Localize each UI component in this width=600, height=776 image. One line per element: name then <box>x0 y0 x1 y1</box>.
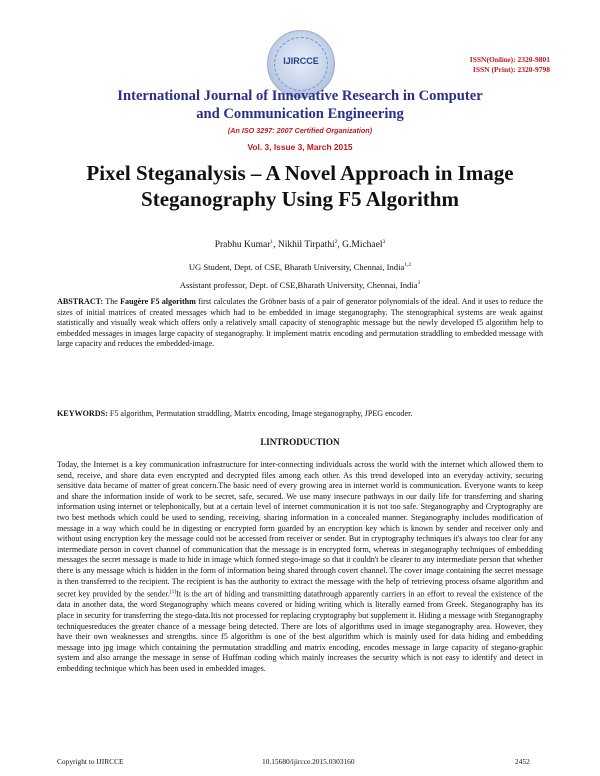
author-name: Nikhil Tirpathi <box>277 240 335 251</box>
introduction-body <box>57 460 543 675</box>
paper-title: Pixel Steganalysis – A Novel Approach in Image Steganography Using F5 Algorithm <box>86 161 514 211</box>
keywords <box>57 409 543 420</box>
affiliation-2 <box>0 280 600 290</box>
issn-online: ISSN(Online): 2320-9801 <box>469 55 550 64</box>
introduction-text-part1: Today, the Internet is a key communication infrastructure for inter-connecting individuals across the world with the internet which allowed them to send, receive, and share data even encrypted and decrypted files among each other. As this trend developed into an everyday activity, securing sensitive data became of matter of great concern.The basic need of every growing area in internet world is communication. Everyone wants to keep and share the information inside of work to be secret, safe, secured. We use many insecure pathways in our daily life for transferring and sharing information using internet or telephonically, but at a certain level of internet communication it is not too safe. Steganography and Cryptography are two best methods which could be used to sending, receiving, sharing information in a concealed manner. Steganography includes modification of message in a way which could be in digesting or encrypted form guarded by an encryption key which is known by sender and receiver only and without using encryption key the message could not be accessed from receiver or sender. But in cryptography techniques it's always too clear for any intermediate person in covert channel of communication that the message is in encrypted form, whereas in steganography techniques of embedding messages the secret message is made to hide in image which formed stego-image so that it couldn't be clearer to any intermediate person that whether there is any message which is hidden in the form of information being shared through covert channel. The cover image containing the secret message is then transferred to the recipient. The recipient is has the authority to extract the message with the help of retrieving process ofsame algorithm and secret key provided by the sender. <box>57 460 543 599</box>
keywords-text: F5 algorithm, Permutation straddling, Matrix encoding, Image steganography, JPEG encoder. <box>109 409 413 418</box>
author-sup: 1 <box>270 239 274 245</box>
abstract <box>57 297 543 350</box>
journal-title <box>0 87 600 123</box>
author-list: Prabhu Kumar$^1$, Nikhil Tirpathi$^2$, G.Michael$^3$ <box>214 239 386 251</box>
issn-print: ISSN (Print): 2320-9798 <box>472 65 550 74</box>
issn-block <box>470 55 550 75</box>
affiliation-1-text: UG Student, Dept. of CSE, Bharath University, Chennai, India <box>188 262 405 272</box>
affiliation-2-sup: 3 <box>417 280 421 287</box>
affiliation-2-text: Assistant professor, Dept. of CSE,Bharath University, Chennai, India <box>179 280 418 290</box>
affiliation-1 <box>0 262 600 272</box>
footer-copyright: Copyright to IJIRCCE <box>57 757 124 766</box>
author-name: G.Michael <box>342 240 383 251</box>
logo-text: IJIRCCE <box>283 56 319 66</box>
keywords-label: KEYWORDS: <box>57 409 108 418</box>
abstract-bold-term: Faugère F5 algorithm <box>120 297 196 306</box>
footer-page-number: 2452 <box>515 757 530 766</box>
author-sup: 2 <box>334 239 338 245</box>
volume-issue: Vol. 3, Issue 3, March 2015 <box>247 142 353 152</box>
author-name: Prabhu Kumar <box>214 240 271 251</box>
journal-title-line2: and Communication Engineering <box>196 106 404 122</box>
journal-title-line1: International Journal of Innovative Research in Computer <box>117 88 483 104</box>
footer-doi: 10.15680/ijircce.2015.0303160 <box>262 757 355 766</box>
abstract-lead: The <box>105 297 118 306</box>
introduction-text-part2: It is the art of hiding and transmitting datathrough apparently carriers in an effort to reveal the existence of the data in another data, the word Steganography which means covered or hiding writing which is literally earned from Greek. Steganography has its place in security for transferring the stego-data.Itis not processed for replacing cryptography but supplement it. Hiding a message with Steganography techniquesreduces the greater chance of a message being detected. There are lots of algorithms used in image steganography area. However, they have their own weaknesses and strengths. since f5 algorithm is one of the best algorithm which is mainly used for data hiding and embedding message into jpg image which containing the permutation straddling and matrix encoding, encodes message in large capacity of stegano-graphic system and also arrange the message in sense of Huffman coding which mainly increases the security which is not easy to identify and detect in embedding technique which has been used in embedded images. <box>57 589 543 673</box>
citation: [1] <box>169 589 177 596</box>
abstract-text: first calculates the Gröbner basis of a pair of generator polynomials of the ideal. And it uses to reduce the sizes of initial matrices of created messages which had to be embedded in image steganography. The stenographical systems are weak against statistically and visually weak which offers only a relatively small capacity of stenographic message but the newly developed f5 algorithm help to embedded messages in images large capacity of steganography. It implement matrix encoding and permutation straddling to embedded message with large capacity and reduces the embedded-image. <box>57 297 543 349</box>
author-sup: 3 <box>382 239 386 245</box>
abstract-label: ABSTRACT: <box>57 297 104 306</box>
iso-certification: (An ISO 3297: 2007 Certified Organization) <box>227 126 373 135</box>
affiliation-1-sup: 1,2 <box>404 262 412 269</box>
section-heading-introduction: I.INTRODUCTION <box>260 437 340 447</box>
